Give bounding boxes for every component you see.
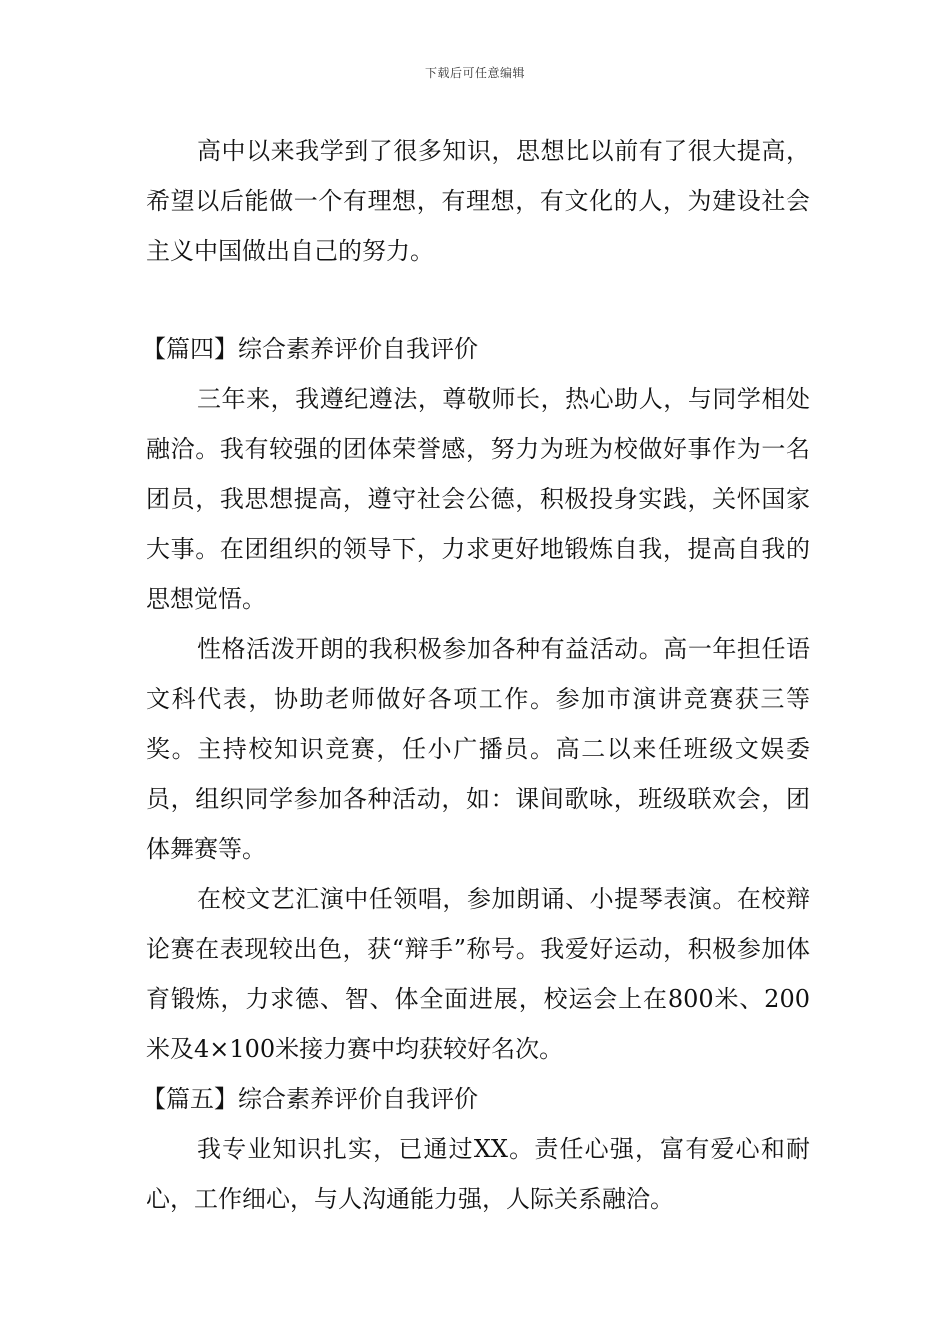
part5-paragraph-1: 我专业知识扎实，已通过XX。责任心强，富有爱心和耐心，工作细心，与人沟通能力强，人际关系融洽。 xyxy=(146,1135,810,1213)
part4-paragraph-2: 性格活泼开朗的我积极参加各种有益活动。高一年担任语文科代表，协助老师做好各项工作。参加市演讲竞赛获三等奖。主持校知识竞赛，任小广播员。高二以来任班级文娱委员，组织同学参加各种活动，如：课间歌咏，班级联欢会，团体舞赛等。 xyxy=(146,635,810,863)
section-heading-part4: 【篇四】综合素养评价自我评价 xyxy=(142,335,478,363)
page-header: 下载后可任意编辑 xyxy=(424,66,525,80)
part4-paragraph-3: 在校文艺汇演中任领唱，参加朗诵、小提琴表演。在校辩论赛在表现较出色，获“辩手”称号。我爱好运动，积极参加体育锻炼，力求德、智、体全面进展，校运会上在800米、200米及4×100米接力赛中均获较好名次。 xyxy=(146,885,810,1063)
section-heading-part5: 【篇五】综合素养评价自我评价 xyxy=(142,1085,478,1113)
section-spacer xyxy=(146,276,810,324)
document-body xyxy=(142,126,810,1224)
intro-paragraph: 高中以来我学到了很多知识，思想比以前有了很大提高，希望以后能做一个有理想，有理想，有文化的人，为建设社会主义中国做出自己的努力。 xyxy=(146,137,810,265)
part4-paragraph-1: 三年来，我遵纪遵法，尊敬师长，热心助人，与同学相处融洽。我有较强的团体荣誉感，努力为班为校做好事作为一名团员，我思想提高，遵守社会公德，积极投身实践，关怀国家大事。在团组织的领导下，力求更好地锻炼自我，提高自我的思想觉悟。 xyxy=(146,385,810,613)
